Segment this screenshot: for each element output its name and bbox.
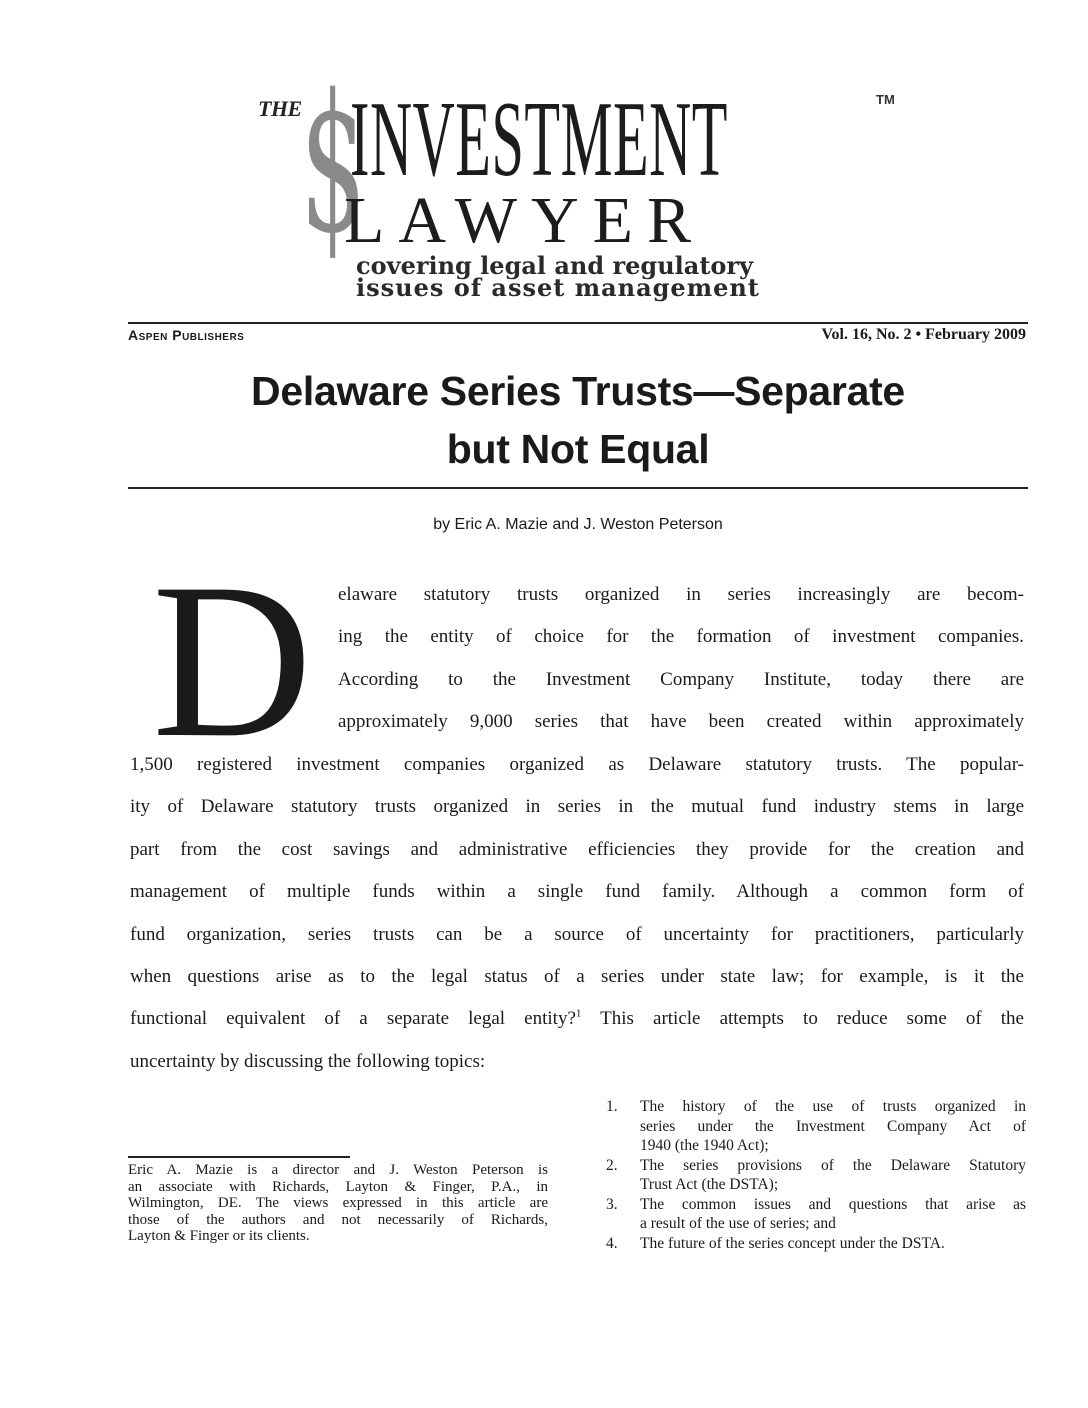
footnote-line: Eric A. Mazie is a director and J. Weston Peterson is bbox=[128, 1162, 548, 1178]
masthead-the: THE bbox=[258, 96, 302, 121]
body-line: ing the entity of choice for the formation of investment companies. bbox=[338, 626, 1024, 648]
body-line: elaware statutory trusts organized in series increasingly are becom- bbox=[338, 584, 1024, 605]
footnote-line: those of the authors and not necessarily of Richards, bbox=[128, 1211, 548, 1228]
masthead-dollar-sign: $ bbox=[300, 54, 367, 275]
masthead-lawyer: LAWYER bbox=[344, 184, 705, 257]
drop-cap: D bbox=[152, 538, 313, 784]
body-line: According to the Investment Company Institute, today there are bbox=[338, 668, 1024, 690]
list-line: 1940 (the 1940 Act); bbox=[640, 1137, 769, 1154]
footnote-line: Wilmington, DE. The views expressed in this article are bbox=[128, 1195, 548, 1211]
footnote-line: an associate with Richards, Layton & Finger, P.A., in bbox=[128, 1178, 548, 1195]
list-line: The future of the series concept under the DSTA. bbox=[640, 1234, 945, 1252]
title-line-2: but Not Equal bbox=[446, 426, 710, 472]
list-number: 4. bbox=[606, 1234, 618, 1252]
list-item bbox=[606, 1097, 1026, 1156]
publisher-name: Aspen Publishers bbox=[128, 327, 245, 343]
trademark-mark: TM bbox=[876, 92, 895, 107]
list-number: 3. bbox=[606, 1195, 618, 1213]
list-line: Trust Act (the DSTA); bbox=[640, 1176, 779, 1193]
title-line-1: Delaware Series Trusts—Separate bbox=[251, 368, 905, 414]
masthead-tagline-2: issues of asset management bbox=[356, 273, 760, 302]
body-line-with-footnote bbox=[130, 998, 1024, 1040]
list-line: The common issues and questions that arise as bbox=[640, 1195, 1026, 1213]
issue-info: Vol. 16, No. 2 • February 2009 bbox=[821, 326, 1026, 343]
body-text: This article attempts to reduce some of the bbox=[581, 1008, 1024, 1030]
footnote-line: Layton & Finger or its clients. bbox=[128, 1228, 310, 1244]
list-item bbox=[606, 1156, 1026, 1195]
body-line: management of multiple funds within a single fund family. Although a common form of bbox=[130, 881, 1024, 903]
author-footnote bbox=[128, 1162, 548, 1245]
body-line: fund organization, series trusts can be a source of uncertainty for practitioners, particularly bbox=[130, 923, 1024, 945]
body-line: when questions arise as to the legal status of a series under state law; for example, is it the bbox=[130, 966, 1024, 988]
masthead-investment: INVESTMENT bbox=[350, 80, 728, 199]
body-line: 1,500 registered investment companies organized as Delaware statutory trusts. The popular- bbox=[130, 754, 1024, 775]
body-line: uncertainty by discussing the following topics: bbox=[130, 1050, 486, 1072]
list-line: The history of the use of trusts organized in bbox=[640, 1098, 1026, 1115]
masthead-tagline-1: covering legal and regulatory bbox=[356, 251, 754, 280]
title-rule bbox=[128, 487, 1028, 489]
footnote-rule bbox=[128, 1156, 350, 1158]
body-paragraph-indented bbox=[338, 574, 1024, 744]
list-item bbox=[606, 1195, 1026, 1234]
header-rule bbox=[128, 322, 1028, 324]
masthead-logo bbox=[258, 54, 898, 318]
footnote-reference[interactable]: 1 bbox=[575, 1008, 582, 1021]
list-item bbox=[606, 1234, 1026, 1254]
body-paragraph-full bbox=[130, 744, 1024, 1083]
byline: by Eric A. Mazie and J. Weston Peterson bbox=[433, 516, 723, 533]
list-number: 2. bbox=[606, 1156, 618, 1174]
body-line: ity of Delaware statutory trusts organized in series in the mutual fund industry stems in large bbox=[130, 796, 1024, 818]
body-line: part from the cost savings and administrative efficiencies they provide for the creation and bbox=[130, 838, 1024, 860]
list-line: series under the Investment Company Act of bbox=[640, 1117, 1026, 1135]
topics-list bbox=[606, 1097, 1026, 1253]
body-text: functional equivalent of a separate legal entity? bbox=[130, 1008, 576, 1030]
list-number: 1. bbox=[606, 1098, 618, 1115]
article-title bbox=[128, 362, 1028, 478]
list-line: The series provisions of the Delaware Statutory bbox=[640, 1156, 1026, 1174]
list-line: a result of the use of series; and bbox=[640, 1215, 836, 1232]
body-line: approximately 9,000 series that have been created within approximately bbox=[338, 711, 1024, 733]
